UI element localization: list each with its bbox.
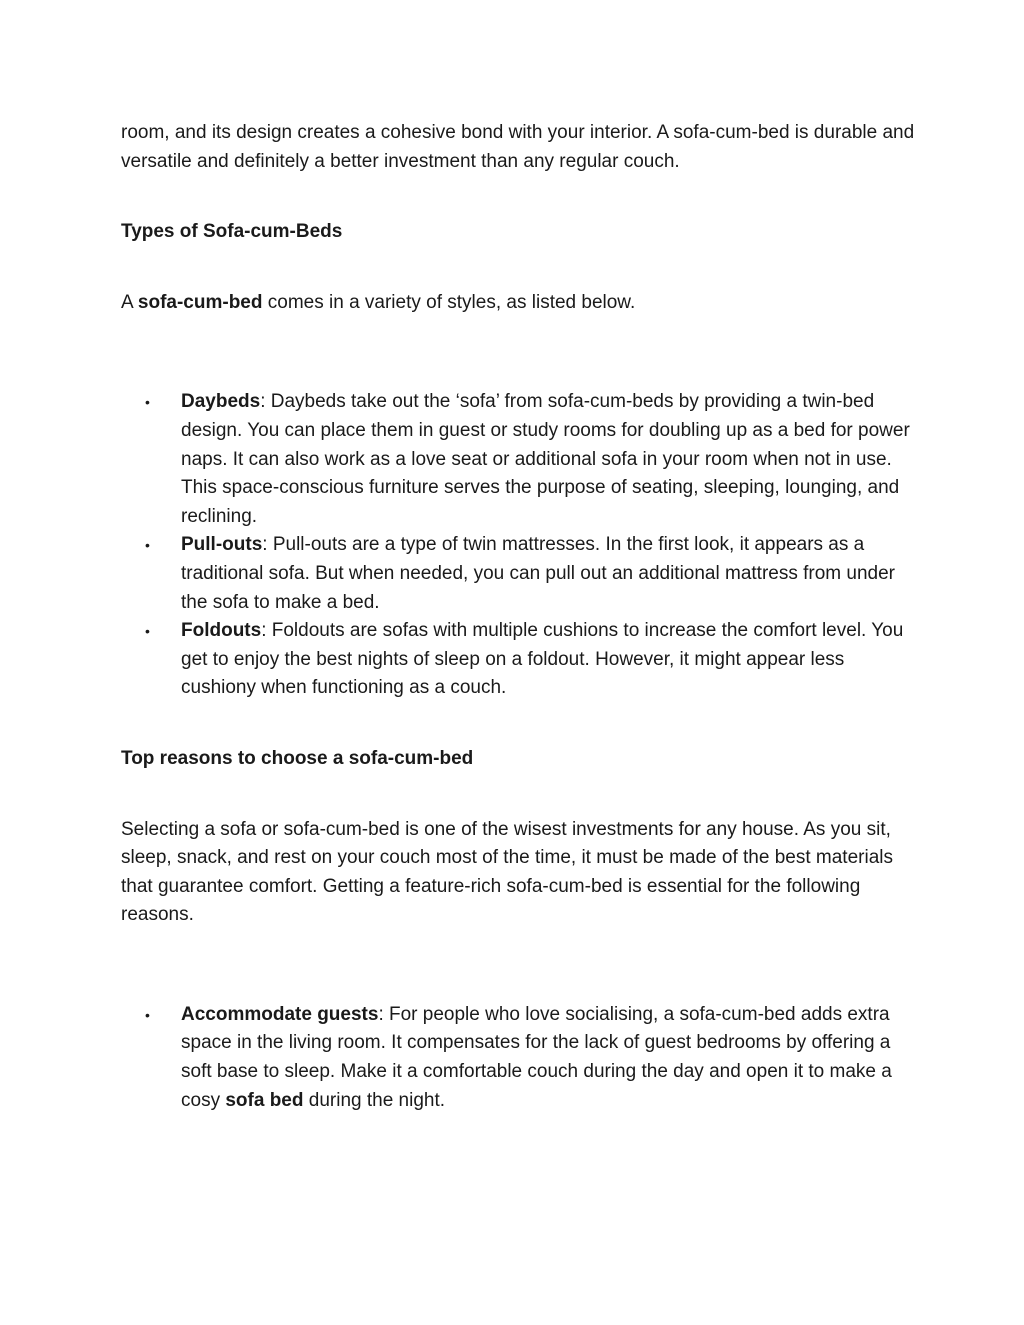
item-bold-tail: sofa bed xyxy=(225,1089,304,1111)
bullet-icon: • xyxy=(145,623,150,640)
item-term: Foldouts xyxy=(181,620,262,642)
document-page xyxy=(121,119,921,1115)
item-tail: during the night. xyxy=(303,1089,446,1111)
reasons-heading: Top reasons to choose a sofa-cum-bed xyxy=(121,747,474,769)
types-lead-bold: sofa-cum-bed xyxy=(137,291,263,313)
item-text: : Pull-outs are a type of twin mattresses. In the first look, it appears as a traditional sofa. But when needed, you can pull out an additional mattress from under the sofa to make a bed. xyxy=(181,534,895,613)
bullet-icon: • xyxy=(145,394,150,411)
types-list xyxy=(121,388,921,703)
types-lead-suffix: comes in a variety of styles, as listed below. xyxy=(262,291,636,313)
bullet-icon: • xyxy=(145,1006,150,1023)
reasons-paragraph: Selecting a sofa or sofa-cum-bed is one of the wisest investments for any house. As you sit, sleep, snack, and rest on your couch most of the time, it must be made of the best materials that guarantee comfort. Getting a feature-rich sofa-cum-bed is essential for the following reasons. xyxy=(121,818,893,926)
item-term: Pull-outs xyxy=(181,534,263,556)
item-term: Accommodate guests xyxy=(181,1003,379,1025)
list-item-daybeds xyxy=(121,388,921,531)
list-item-foldouts xyxy=(121,617,921,703)
types-heading: Types of Sofa-cum-Beds xyxy=(121,221,343,243)
list-item-pull-outs xyxy=(121,531,921,617)
item-text: : Daybeds take out the ‘sofa’ from sofa-cum-beds by providing a twin-bed design. You can place them in guest or study rooms for doubling up as a bed for power naps. It can also work as a love seat or additional sofa in your room when not in use. This space-conscious furniture serves the purpose of seating, sleeping, lounging, and reclining. xyxy=(181,391,910,527)
intro-paragraph: room, and its design creates a cohesive bond with your interior. A sofa-cum-bed is durable and versatile and definitely a better investment than any regular couch. xyxy=(121,122,915,172)
reasons-list xyxy=(121,1001,921,1115)
types-lead-paragraph xyxy=(121,289,921,318)
bullet-icon: • xyxy=(145,537,150,554)
item-text: : Foldouts are sofas with multiple cushions to increase the comfort level. You get to enjoy the best nights of sleep on a foldout. However, it might appear less cushiony when functioning as a couch. xyxy=(181,620,904,699)
types-lead-prefix: A xyxy=(121,291,138,313)
list-item-accommodate-guests xyxy=(121,1001,921,1115)
item-term: Daybeds xyxy=(181,391,261,413)
item-text: : For people who love socialising, a sofa-cum-bed adds extra space in the living room. It compensates for the lack of guest bedrooms by offering a soft base to sleep. Make it a comfortable couch during the day and open it to make a cosy xyxy=(181,1003,892,1111)
